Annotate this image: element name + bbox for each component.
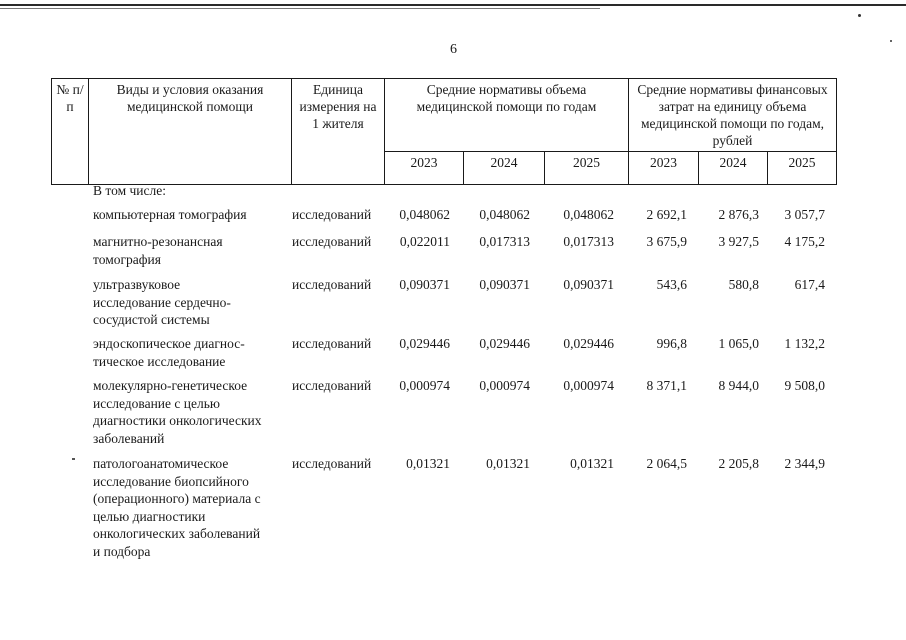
row-finance-value: 2 064,5	[646, 456, 687, 471]
row-volume-value: 0,048062	[479, 207, 530, 222]
row-volume-value: 0,01321	[570, 456, 614, 471]
row-finance-value: 2 692,1	[646, 207, 687, 222]
row-finance-value: 8 944,0	[718, 378, 759, 393]
row-name	[93, 335, 288, 370]
row-finance-value: 2 205,8	[718, 456, 759, 471]
row-finance-value: 3 675,9	[646, 234, 687, 249]
row-name-line: исследование с целью	[93, 395, 220, 411]
row-volume-value: 0,048062	[563, 207, 614, 222]
scan-speck	[890, 40, 892, 42]
header-volume-year: 2025	[545, 152, 629, 185]
row-unit: исследований	[292, 456, 372, 471]
row-name-line: тическое исследование	[93, 353, 226, 369]
row-unit: исследований	[292, 277, 372, 292]
scan-top-border	[0, 4, 906, 6]
row-finance-value: 617,4	[794, 277, 825, 292]
row-volume-value: 0,017313	[479, 234, 530, 249]
row-finance-value: 580,8	[728, 277, 759, 292]
table-header	[51, 78, 837, 185]
row-volume-value: 0,000974	[563, 378, 614, 393]
row-name-line: заболеваний	[93, 430, 165, 446]
row-name-line: эндоскопическое диагнос-	[93, 336, 245, 351]
subheading: В том числе:	[93, 183, 166, 198]
row-name	[93, 377, 288, 447]
row-finance-value: 9 508,0	[784, 378, 825, 393]
row-unit: исследований	[292, 378, 372, 393]
row-finance-value: 1 065,0	[718, 336, 759, 351]
row-unit: исследований	[292, 234, 372, 249]
row-volume-value: 0,01321	[406, 456, 450, 471]
header-volume: Средние нормативы объема медицинской помощи по годам	[385, 79, 629, 152]
page-number: 6	[450, 42, 457, 57]
row-volume-value: 0,090371	[479, 277, 530, 292]
header-volume-year: 2023	[385, 152, 464, 185]
row-finance-value: 3 927,5	[718, 234, 759, 249]
header-num: № п/п	[52, 79, 89, 185]
row-name	[93, 276, 288, 329]
scan-top-border-shadow	[0, 8, 600, 9]
header-finance: Средние нормативы финансовых затрат на единицу объема медицинской помощи по годам, рублей	[629, 79, 837, 152]
row-volume-value: 0,000974	[479, 378, 530, 393]
row-name	[93, 206, 288, 224]
row-name-line: ультразвуковое	[93, 277, 181, 292]
row-volume-value: 0,048062	[399, 207, 450, 222]
row-finance-value: 996,8	[656, 336, 687, 351]
row-unit: исследований	[292, 207, 372, 222]
row-volume-value: 0,017313	[563, 234, 614, 249]
row-name-line: сосудистой системы	[93, 312, 210, 327]
row-finance-value: 2 876,3	[718, 207, 759, 222]
row-volume-value: 0,090371	[563, 277, 614, 292]
header-kind: Виды и условия оказания медицинской помощи	[89, 79, 292, 185]
margin-mark	[72, 458, 75, 460]
row-finance-value: 1 132,2	[784, 336, 825, 351]
row-name-line: и подбора	[93, 543, 151, 559]
header-finance-year: 2023	[629, 152, 699, 185]
row-name-line: магнитно-резонансная	[93, 234, 223, 249]
header-unit: Единица измерения на 1 жителя	[292, 79, 385, 185]
row-finance-value: 2 344,9	[784, 456, 825, 471]
row-volume-value: 0,029446	[399, 336, 450, 351]
row-name	[93, 455, 288, 560]
row-volume-value: 0,090371	[399, 277, 450, 292]
row-name-line: (операционного) материала с	[93, 491, 261, 506]
header-finance-year: 2025	[768, 152, 837, 185]
row-finance-value: 4 175,2	[784, 234, 825, 249]
header-finance-year: 2024	[699, 152, 768, 185]
row-name-line: исследование биопсийного	[93, 473, 249, 489]
row-name-line: компьютерная томография	[93, 207, 247, 222]
row-name-line: патологоанатомическое	[93, 456, 229, 471]
row-volume-value: 0,01321	[486, 456, 530, 471]
row-name-line: исследование сердечно-	[93, 294, 231, 310]
row-name-line: диагностики онкологических	[93, 413, 262, 428]
row-volume-value: 0,022011	[399, 234, 450, 249]
row-name	[93, 233, 288, 268]
row-volume-value: 0,029446	[563, 336, 614, 351]
header-volume-year: 2024	[464, 152, 545, 185]
row-unit: исследований	[292, 336, 372, 351]
row-name-line: онкологических заболеваний	[93, 526, 261, 541]
row-finance-value: 3 057,7	[784, 207, 825, 222]
row-volume-value: 0,029446	[479, 336, 530, 351]
row-finance-value: 8 371,1	[646, 378, 687, 393]
row-name-line: молекулярно-генетическое	[93, 378, 248, 393]
row-name-line: томография	[93, 251, 161, 267]
row-finance-value: 543,6	[656, 277, 687, 292]
scan-speck	[858, 14, 861, 17]
row-volume-value: 0,000974	[399, 378, 450, 393]
row-name-line: целью диагностики	[93, 508, 206, 524]
